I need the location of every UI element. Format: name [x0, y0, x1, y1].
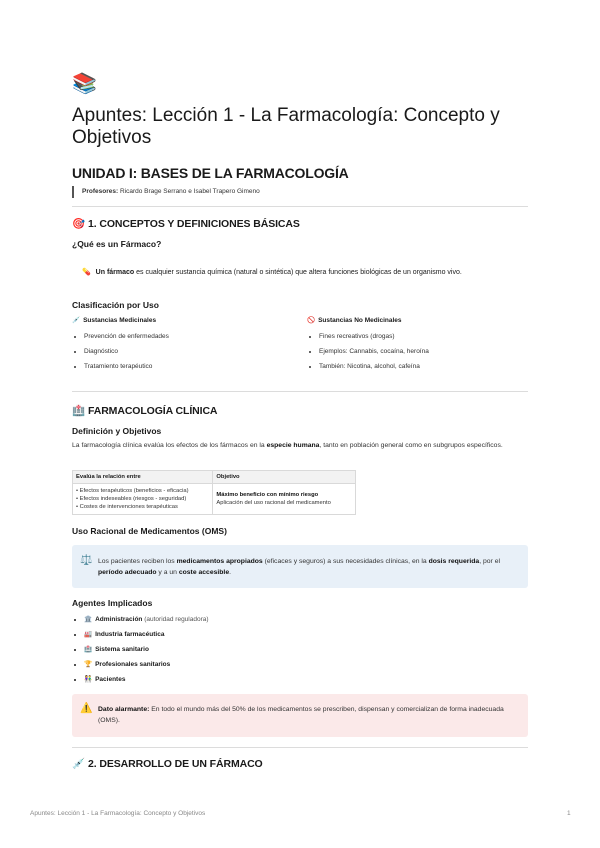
- oms-callout: [72, 545, 528, 588]
- oms-text: Los pacientes reciben los medicamentos apropiados (eficaces y seguros) a sus necesidades clínicas, en la dosis requerida, por el período adecuado y a un coste accesible.: [98, 558, 500, 576]
- syringe-icon: 💉: [72, 317, 81, 324]
- list-item: • Tratamiento terapéutico: [84, 359, 272, 374]
- list-item: • Diagnóstico: [84, 344, 272, 359]
- pill-icon: 💊: [82, 269, 91, 276]
- section-2-heading: 💉 2. DESARROLLO DE UN FÁRMACO: [72, 758, 263, 770]
- agents-list: [72, 612, 209, 687]
- syringe-icon: 💉: [72, 758, 85, 770]
- section-1-heading: 🎯 1. CONCEPTOS Y DEFINICIONES BÁSICAS: [72, 218, 300, 230]
- oms-heading: Uso Racional de Medicamentos (OMS): [72, 526, 227, 536]
- list-item: • Prevención de enfermedades: [84, 329, 272, 344]
- definition-term: Un fármaco: [95, 269, 135, 276]
- list-item: • Ejemplos: Cannabis, cocaína, heroína: [319, 344, 507, 359]
- professors-label: Profesores:: [82, 188, 119, 195]
- list-item: • 🏛️ Administración (autoridad reguladora): [84, 612, 209, 627]
- hospital-icon: 🏥: [72, 405, 85, 417]
- book-icon: 📚: [72, 73, 97, 95]
- clinical-paragraph: La farmacología clínica evalúa los efectos de los fármacos en la especie humana, tanto en población general como en subgrupos específicos.: [72, 442, 503, 449]
- definition-objectives-heading: Definición y Objetivos: [72, 426, 162, 436]
- table-header: Objetivo: [213, 471, 356, 484]
- prohibited-icon: 🚫: [307, 317, 316, 324]
- list-item: • Fines recreativos (drogas): [319, 329, 507, 344]
- non-medicinal-title: 🚫 Sustancias No Medicinales: [307, 317, 402, 324]
- target-icon: 🎯: [72, 218, 85, 230]
- definition-text: es cualquier sustancia química (natural o sintética) que altera funciones biológicas de un organismo vivo.: [134, 269, 462, 276]
- medicinal-title: 💉 Sustancias Medicinales: [72, 317, 157, 324]
- list-item: • También: Nicotina, alcohol, cafeína: [319, 359, 507, 374]
- list-item: • 🏭 Industria farmacéutica: [84, 627, 209, 642]
- hospital-icon: 🏥: [84, 646, 93, 653]
- divider: [72, 747, 528, 748]
- list-item: • 👫 Pacientes: [84, 672, 209, 687]
- alert-text: Dato alarmante: En todo el mundo más del 50% de los medicamentos se prescriben, dispensan y comercializan de forma inadecuada (OMS).: [98, 706, 504, 724]
- classification-heading: Clasificación por Uso: [72, 300, 159, 310]
- unit-title: UNIDAD I: BASES DE LA FARMACOLOGÍA: [72, 165, 349, 181]
- page-title: Apuntes: Lección 1 - La Farmacología: Concepto y Objetivos: [72, 105, 500, 148]
- divider: [72, 206, 528, 207]
- trophy-icon: 🏆: [84, 661, 93, 668]
- divider: [72, 391, 528, 392]
- professors-line: [72, 186, 260, 198]
- clinical-heading: 🏥 FARMACOLOGÍA CLÍNICA: [72, 405, 218, 417]
- professors-names: Ricardo Brage Serrano e Isabel Trapero Gimeno: [119, 188, 260, 195]
- balance-icon: ⚖️: [80, 555, 93, 566]
- list-item: • 🏥 Sistema sanitario: [84, 642, 209, 657]
- drug-definition: [82, 267, 462, 279]
- alert-callout: [72, 694, 528, 737]
- relation-table: [72, 470, 356, 515]
- page-number: 1: [567, 810, 571, 817]
- footer-text: Apuntes: Lección 1 - La Farmacología: Concepto y Objetivos: [30, 810, 206, 817]
- list-item: • 🏆 Profesionales sanitarios: [84, 657, 209, 672]
- table-cell: Máximo beneficio con mínimo riesgo Aplicación del uso racional del medicamento: [213, 484, 356, 515]
- medicinal-column: [72, 316, 272, 374]
- table-cell: • Efectos terapéuticos (beneficios - eficacia) • Efectos indeseables (riesgos - seguridad) • Costes de intervenciones terapéuticas: [73, 484, 213, 515]
- question-heading: ¿Qué es un Fármaco?: [72, 239, 162, 249]
- table-header: Evalúa la relación entre: [73, 471, 213, 484]
- government-icon: 🏛️: [84, 616, 93, 623]
- patients-icon: 👫: [84, 676, 93, 683]
- agents-heading: Agentes Implicados: [72, 598, 153, 608]
- warning-icon: ⚠️: [80, 703, 93, 714]
- non-medicinal-column: [307, 316, 507, 374]
- factory-icon: 🏭: [84, 631, 93, 638]
